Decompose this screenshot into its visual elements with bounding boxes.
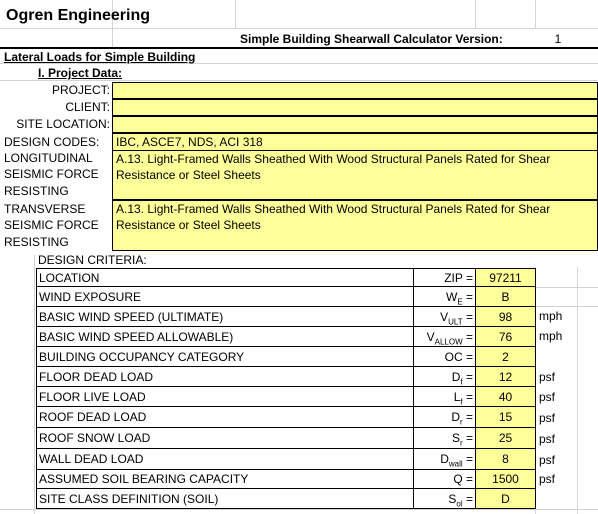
criteria-unit: psf: [539, 453, 556, 467]
criteria-label: FLOOR DEAD LOAD: [36, 366, 414, 387]
design-criteria-heading: DESIGN CRITERIA:: [38, 253, 147, 267]
criteria-symbol: Q =: [413, 469, 476, 489]
transverse-system-input[interactable]: [112, 200, 598, 251]
project-data-heading: I. Project Data:: [38, 66, 123, 80]
criteria-label: LOCATION: [36, 268, 414, 287]
longitudinal-system-input[interactable]: [112, 150, 598, 200]
criteria-label: ASSUMED SOIL BEARING CAPACITY: [36, 469, 414, 489]
criteria-label: SITE CLASS DEFINITION (SOIL): [36, 488, 414, 509]
calculator-version: 1: [554, 32, 562, 46]
calculator-title: Simple Building Shearwall Calculator Version:: [240, 32, 503, 46]
criteria-symbol: $D_{wall}$ =: [413, 448, 476, 470]
criteria-value-input[interactable]: 8: [475, 448, 536, 470]
criteria-label: BASIC WIND SPEED ALLOWABLE): [36, 326, 414, 347]
transverse-label-2: SEISMIC FORCE: [4, 218, 99, 232]
project-label: PROJECT:: [51, 83, 110, 97]
criteria-value-input[interactable]: 76: [475, 326, 536, 347]
criteria-label: ROOF DEAD LOAD: [36, 406, 414, 428]
criteria-symbol: ZIP =: [413, 268, 476, 287]
longitudinal-value-line-2: Resistance or Steel Sheets: [116, 168, 261, 182]
criteria-symbol: $V_{ALLOW}$ =: [413, 326, 476, 347]
transverse-label-3: RESISTING: [4, 235, 69, 249]
criteria-value-input[interactable]: 1500: [475, 469, 536, 489]
project-input[interactable]: [112, 82, 598, 99]
criteria-label: ROOF SNOW LOAD: [36, 427, 414, 449]
criteria-unit: mph: [539, 329, 563, 343]
criteria-unit: mph: [539, 309, 563, 323]
client-input[interactable]: [112, 99, 598, 116]
criteria-symbol: $L_f$ =: [413, 386, 476, 407]
site-location-input[interactable]: [112, 116, 598, 133]
longitudinal-label-3: RESISTING: [4, 184, 69, 198]
criteria-unit: psf: [539, 370, 556, 384]
criteria-symbol: OC =: [413, 346, 476, 367]
criteria-value-input[interactable]: 97211: [475, 268, 536, 287]
criteria-unit: psf: [539, 472, 556, 486]
criteria-value-input[interactable]: 12: [475, 366, 536, 387]
criteria-symbol: $D_f$ =: [413, 366, 476, 387]
longitudinal-label-2: SEISMIC FORCE: [4, 167, 99, 181]
company-name: Ogren Engineering: [6, 7, 151, 24]
longitudinal-value-line-1: A.13. Light-Framed Walls Sheathed With Wood Structural Panels Rated for Shear: [116, 152, 551, 166]
criteria-value-input[interactable]: 15: [475, 406, 536, 428]
criteria-label: FLOOR LIVE LOAD: [36, 386, 414, 407]
criteria-unit: psf: [539, 411, 556, 425]
client-label: CLIENT:: [65, 100, 110, 114]
criteria-value-input[interactable]: 25: [475, 427, 536, 449]
criteria-value-input[interactable]: 40: [475, 386, 536, 407]
criteria-value-input[interactable]: D: [475, 488, 536, 509]
design-codes-input[interactable]: IBC, ASCE7, NDS, ACI 318: [112, 133, 598, 151]
criteria-label: WIND EXPOSURE: [36, 286, 414, 307]
site-location-label: SITE LOCATION:: [16, 117, 110, 131]
criteria-unit: psf: [539, 432, 556, 446]
criteria-label: BUILDING OCCUPANCY CATEGORY: [36, 346, 414, 367]
criteria-symbol: $W_E$ =: [413, 286, 476, 307]
criteria-label: WALL DEAD LOAD: [36, 448, 414, 470]
longitudinal-label-1: LONGITUDINAL: [4, 151, 93, 165]
criteria-value-input[interactable]: 98: [475, 306, 536, 327]
design-codes-label: DESIGN CODES:: [4, 135, 100, 149]
transverse-value-line-2: Resistance or Steel Sheets: [116, 218, 261, 232]
criteria-value-input[interactable]: 2: [475, 346, 536, 367]
criteria-symbol: $S_{ol}$ =: [413, 488, 476, 509]
criteria-label: BASIC WIND SPEED (ULTIMATE): [36, 306, 414, 327]
criteria-value-input[interactable]: B: [475, 286, 536, 307]
criteria-symbol: $V_{ULT}$ =: [413, 306, 476, 327]
section-title: Lateral Loads for Simple Building: [4, 50, 196, 64]
transverse-value-line-1: A.13. Light-Framed Walls Sheathed With Wood Structural Panels Rated for Shear: [116, 202, 551, 216]
transverse-label-1: TRANSVERSE: [4, 202, 86, 216]
criteria-symbol: $S_r$ =: [413, 427, 476, 449]
criteria-unit: psf: [539, 390, 556, 404]
criteria-symbol: $D_r$ =: [413, 406, 476, 428]
